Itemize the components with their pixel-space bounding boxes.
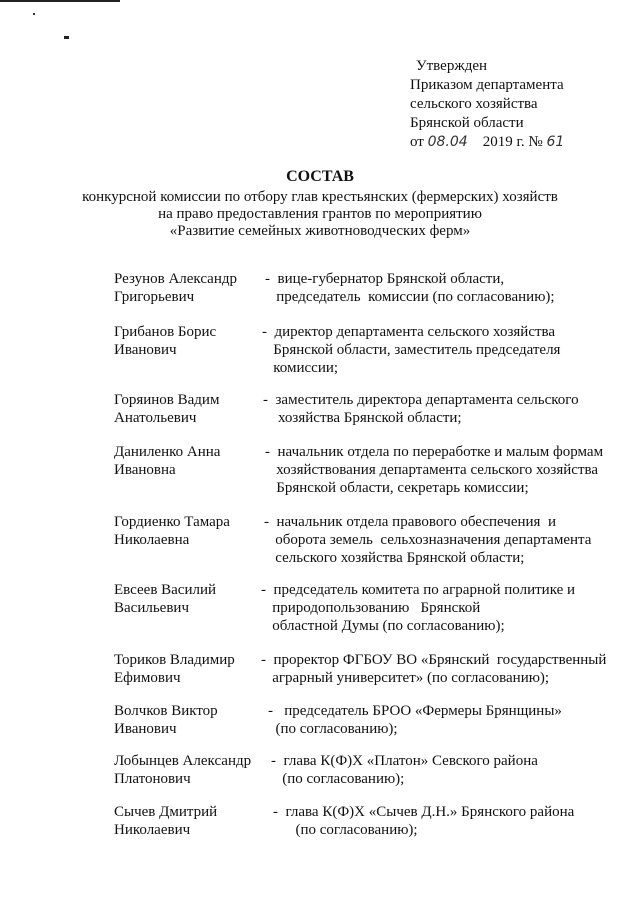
scan-speck [33, 13, 35, 15]
approval-date-line [410, 133, 630, 152]
member-role-line: комиссии; [262, 360, 339, 376]
document-title: СОСТАВ [286, 168, 354, 185]
member-role [273, 803, 574, 839]
member-role-line: аграрный университет» (по согласованию); [261, 670, 550, 686]
member-role-line: - председатель БРОО «Фермеры Брянщины» [268, 703, 562, 719]
member-name-line: Лобынцев Александр [114, 753, 252, 769]
scan-edge-line [0, 0, 120, 2]
member-role-line: - начальник отдела по переработке и малым формам [265, 444, 604, 460]
member-name-line: Гордиенко Тамара [114, 514, 230, 530]
member-role-line: сельского хозяйства Брянской области; [264, 550, 525, 566]
member-name-line: Сычев Дмитрий [114, 804, 218, 820]
scan-speck [64, 36, 69, 39]
member-role-line: (по согласованию); [268, 721, 398, 737]
member-role-line: Брянской области, секретарь комиссии; [265, 480, 529, 496]
member-role-line: - вице-губернатор Брянской области, [265, 271, 505, 287]
subtitle-line: «Развитие семейных животноводческих ферм» [169, 223, 471, 239]
member-name [114, 391, 219, 427]
member-name-line: Ефимович [114, 670, 181, 686]
member-name-line: Николаевна [114, 532, 190, 548]
member-role-line: - проректор ФГБОУ ВО «Брянский государственный [261, 652, 607, 668]
member-name [114, 443, 220, 479]
member-role-line: (по согласованию); [273, 822, 418, 838]
member-name-line: Волчков Виктор [114, 703, 218, 719]
member-role-line: оборота земель сельхозназначения департамента [264, 532, 592, 548]
member-name-line: Иванович [114, 721, 177, 737]
member-name-line: Резунов Александр [114, 271, 238, 287]
member-name [114, 581, 216, 617]
subtitle-line: конкурсной комиссии по отбору глав крестьянских (фермерских) хозяйств [82, 189, 558, 205]
member-role-line: - директор департамента сельского хозяйства [262, 324, 556, 340]
member-role-line: - начальник отдела правового обеспечения и [264, 514, 556, 530]
member-role [262, 323, 560, 377]
approval-line: Приказом департамента [410, 77, 564, 93]
handwritten-number: 61 [546, 134, 565, 150]
member-role [261, 651, 606, 687]
member-role-line: - председатель комитета по аграрной политике и [261, 582, 576, 598]
member-name [114, 513, 230, 549]
member-name-line: Григорьевич [114, 289, 195, 305]
date-prefix: от [410, 134, 424, 150]
member-role [265, 270, 555, 306]
document-subtitle [0, 188, 640, 239]
approval-stamp-block [410, 57, 630, 152]
member-name-line: Платонович [114, 771, 191, 787]
member-name [114, 752, 251, 788]
member-name [114, 270, 237, 306]
member-role [261, 581, 575, 635]
approval-line: сельского хозяйства [410, 96, 538, 112]
member-name [114, 323, 216, 359]
member-role-line: - глава К(Ф)Х «Платон» Севского района [271, 753, 538, 769]
member-name-line: Анатольевич [114, 410, 197, 426]
member-role-line: - заместитель директора департамента сельского [263, 392, 579, 408]
member-role-line: Брянской области, заместитель председателя [262, 342, 561, 358]
member-role [263, 391, 579, 427]
member-name-line: Николаевич [114, 822, 191, 838]
member-role [265, 443, 603, 497]
member-role-line: - глава К(Ф)Х «Сычев Д.Н.» Брянского района [273, 804, 575, 820]
member-name-line: Ивановна [114, 462, 176, 478]
member-role-line: хозяйствования департамента сельского хозяйства [265, 462, 599, 478]
member-role-line: хозяйства Брянской области; [263, 410, 462, 426]
member-role-line: природопользованию Брянской [261, 600, 481, 616]
member-name-line: Горяинов Вадим [114, 392, 220, 408]
subtitle-line: на право предоставления грантов по мероприятию [158, 206, 482, 222]
member-name [114, 803, 217, 839]
approval-line: Брянской области [410, 115, 524, 131]
member-name [114, 702, 218, 738]
member-role [264, 513, 591, 567]
member-name-line: Даниленко Анна [114, 444, 221, 460]
handwritten-date: 08.04 [427, 134, 468, 150]
member-role [271, 752, 538, 788]
document-heading [0, 168, 640, 239]
member-role-line: (по согласованию); [271, 771, 405, 787]
member-name [114, 651, 235, 687]
member-role-line: председатель комиссии (по согласованию); [265, 289, 555, 305]
member-name-line: Грибанов Борис [114, 324, 217, 340]
member-name-line: Ториков Владимир [114, 652, 235, 668]
member-name-line: Васильевич [114, 600, 189, 616]
approval-line: Утвержден [416, 58, 488, 74]
member-name-line: Иванович [114, 342, 177, 358]
date-year: 2019 г. № [482, 134, 543, 150]
member-role-line: областной Думы (по согласованию); [261, 618, 505, 634]
member-role [268, 702, 562, 738]
member-name-line: Евсеев Василий [114, 582, 217, 598]
